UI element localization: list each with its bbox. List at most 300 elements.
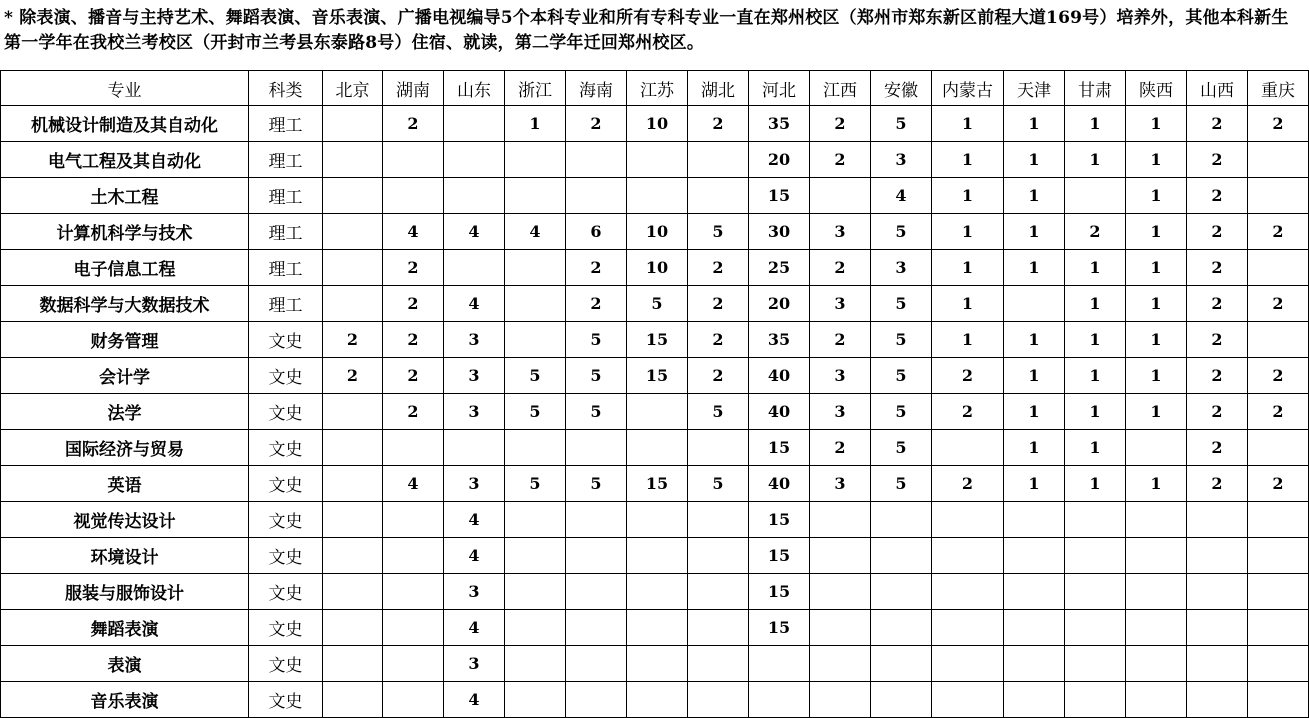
quota-cell: [1187, 538, 1248, 574]
quota-cell: [1004, 538, 1065, 574]
quota-cell: [566, 610, 627, 646]
quota-cell: 2: [1187, 358, 1248, 394]
quota-cell: [627, 430, 688, 466]
quota-cell: 3: [444, 322, 505, 358]
column-header: 天津: [1004, 71, 1065, 106]
quota-cell: 3: [810, 466, 871, 502]
quota-cell: 15: [749, 430, 810, 466]
quota-cell: [1248, 502, 1309, 538]
quota-cell: 2: [932, 358, 1004, 394]
quota-cell: 3: [444, 466, 505, 502]
quota-cell: [1248, 610, 1309, 646]
quota-cell: [1187, 610, 1248, 646]
table-row: [1, 538, 1309, 574]
quota-cell: 15: [627, 466, 688, 502]
column-header: 甘肃: [1065, 71, 1126, 106]
quota-cell: 1: [1126, 466, 1187, 502]
quota-cell: 1: [932, 250, 1004, 286]
quota-cell: 2: [566, 106, 627, 142]
quota-cell: 5: [871, 214, 932, 250]
quota-cell: 5: [871, 430, 932, 466]
category-cell: 文史: [249, 358, 323, 394]
category-cell: 文史: [249, 430, 323, 466]
quota-cell: [444, 178, 505, 214]
quota-cell: [1065, 574, 1126, 610]
quota-cell: 1: [1004, 106, 1065, 142]
major-cell: 表演: [1, 646, 249, 682]
quota-cell: [505, 610, 566, 646]
quota-cell: 1: [932, 322, 1004, 358]
quota-cell: 1: [1126, 142, 1187, 178]
quota-cell: [1126, 610, 1187, 646]
quota-cell: [932, 646, 1004, 682]
category-cell: 理工: [249, 214, 323, 250]
major-cell: 国际经济与贸易: [1, 430, 249, 466]
table-row: [1, 142, 1309, 178]
major-cell: 环境设计: [1, 538, 249, 574]
quota-cell: [932, 682, 1004, 718]
quota-cell: 4: [444, 214, 505, 250]
quota-cell: 35: [749, 322, 810, 358]
category-cell: 文史: [249, 466, 323, 502]
table-row: [1, 106, 1309, 142]
quota-cell: 35: [749, 106, 810, 142]
quota-cell: [871, 682, 932, 718]
quota-cell: 4: [383, 214, 444, 250]
quota-cell: 15: [749, 538, 810, 574]
quota-cell: [688, 574, 749, 610]
column-header: 安徽: [871, 71, 932, 106]
table-row: [1, 466, 1309, 502]
quota-cell: [566, 646, 627, 682]
quota-cell: 5: [566, 394, 627, 430]
quota-cell: [688, 502, 749, 538]
quota-cell: 2: [1248, 466, 1309, 502]
category-cell: 理工: [249, 286, 323, 322]
quota-cell: 2: [1248, 394, 1309, 430]
quota-cell: 1: [932, 286, 1004, 322]
quota-cell: [810, 538, 871, 574]
quota-cell: 4: [444, 502, 505, 538]
quota-cell: [566, 178, 627, 214]
quota-cell: [505, 142, 566, 178]
quota-cell: 2: [566, 250, 627, 286]
quota-cell: 2: [1187, 286, 1248, 322]
quota-cell: 2: [1187, 214, 1248, 250]
quota-cell: [323, 682, 383, 718]
quota-cell: [688, 178, 749, 214]
quota-cell: [1126, 646, 1187, 682]
quota-cell: [383, 430, 444, 466]
quota-cell: 5: [871, 394, 932, 430]
quota-cell: [810, 502, 871, 538]
quota-cell: 3: [810, 358, 871, 394]
quota-cell: [688, 682, 749, 718]
quota-cell: 15: [749, 178, 810, 214]
quota-cell: 4: [871, 178, 932, 214]
quota-cell: [932, 574, 1004, 610]
quota-cell: 2: [688, 286, 749, 322]
category-cell: 文史: [249, 610, 323, 646]
quota-cell: 5: [505, 358, 566, 394]
quota-cell: [1004, 286, 1065, 322]
quota-cell: [566, 502, 627, 538]
quota-cell: 1: [1065, 394, 1126, 430]
quota-cell: [1248, 574, 1309, 610]
quota-cell: 1: [1004, 358, 1065, 394]
quota-cell: 2: [810, 430, 871, 466]
quota-cell: 1: [1065, 106, 1126, 142]
quota-cell: [1187, 574, 1248, 610]
quota-cell: 10: [627, 214, 688, 250]
quota-cell: [871, 502, 932, 538]
major-cell: 服装与服饰设计: [1, 574, 249, 610]
quota-cell: 2: [1187, 250, 1248, 286]
quota-cell: [1004, 502, 1065, 538]
table-body: [1, 106, 1309, 718]
quota-cell: [810, 610, 871, 646]
quota-cell: [383, 142, 444, 178]
quota-cell: 2: [323, 322, 383, 358]
quota-cell: 25: [749, 250, 810, 286]
quota-cell: 20: [749, 142, 810, 178]
table-row: [1, 502, 1309, 538]
quota-cell: [1065, 646, 1126, 682]
quota-cell: [323, 286, 383, 322]
quota-cell: [1065, 538, 1126, 574]
quota-cell: 1: [1126, 322, 1187, 358]
quota-cell: [383, 502, 444, 538]
quota-cell: [1248, 142, 1309, 178]
quota-cell: 4: [383, 466, 444, 502]
quota-cell: 40: [749, 394, 810, 430]
quota-cell: [1248, 430, 1309, 466]
column-header: 北京: [323, 71, 383, 106]
quota-cell: [688, 646, 749, 682]
quota-cell: 2: [810, 322, 871, 358]
quota-cell: 15: [627, 322, 688, 358]
quota-cell: [505, 178, 566, 214]
quota-cell: 1: [1126, 178, 1187, 214]
quota-cell: 5: [688, 214, 749, 250]
quota-cell: [1065, 178, 1126, 214]
quota-cell: [444, 142, 505, 178]
quota-cell: 1: [1065, 466, 1126, 502]
column-header: 海南: [566, 71, 627, 106]
quota-cell: [505, 574, 566, 610]
major-cell: 英语: [1, 466, 249, 502]
quota-cell: [383, 646, 444, 682]
quota-cell: 2: [383, 394, 444, 430]
quota-cell: [1248, 538, 1309, 574]
quota-cell: 1: [932, 106, 1004, 142]
quota-cell: [566, 430, 627, 466]
table-row: [1, 646, 1309, 682]
quota-cell: 2: [1187, 322, 1248, 358]
category-cell: 文史: [249, 538, 323, 574]
quota-cell: 2: [383, 106, 444, 142]
column-header: 山西: [1187, 71, 1248, 106]
quota-cell: [871, 574, 932, 610]
quota-cell: [383, 574, 444, 610]
quota-cell: 15: [749, 574, 810, 610]
quota-cell: 3: [871, 142, 932, 178]
quota-cell: 5: [627, 286, 688, 322]
quota-cell: 40: [749, 466, 810, 502]
quota-cell: 5: [871, 466, 932, 502]
quota-cell: 1: [505, 106, 566, 142]
quota-cell: [505, 682, 566, 718]
table-row: [1, 358, 1309, 394]
quota-cell: [871, 610, 932, 646]
quota-cell: [1065, 610, 1126, 646]
quota-cell: [505, 538, 566, 574]
quota-cell: 1: [1126, 286, 1187, 322]
category-cell: 文史: [249, 502, 323, 538]
quota-cell: [749, 646, 810, 682]
category-cell: 理工: [249, 178, 323, 214]
major-cell: 舞蹈表演: [1, 610, 249, 646]
quota-cell: 1: [1065, 322, 1126, 358]
quota-cell: [1248, 682, 1309, 718]
quota-cell: [810, 574, 871, 610]
campus-note: * 除表演、播音与主持艺术、舞蹈表演、音乐表演、广播电视编导5个本科专业和所有专科专业一直在郑州校区（郑州市郑东新区前程大道169号）培养外，其他本科新生第一学年在我校兰考校区（开封市兰考县东泰路8号）住宿、就读，第二学年迁回郑州校区。: [4, 8, 1289, 53]
quota-cell: 2: [1187, 394, 1248, 430]
quota-cell: 20: [749, 286, 810, 322]
quota-cell: 1: [1004, 214, 1065, 250]
quota-cell: [444, 106, 505, 142]
table-header-row: [1, 71, 1309, 106]
quota-cell: [627, 178, 688, 214]
quota-cell: [688, 430, 749, 466]
quota-cell: 3: [444, 574, 505, 610]
quota-cell: [688, 538, 749, 574]
category-cell: 文史: [249, 322, 323, 358]
quota-cell: [810, 646, 871, 682]
quota-cell: [1004, 574, 1065, 610]
quota-cell: [566, 574, 627, 610]
category-cell: 理工: [249, 142, 323, 178]
quota-cell: 15: [627, 358, 688, 394]
quota-cell: [1126, 682, 1187, 718]
quota-cell: 1: [1004, 250, 1065, 286]
quota-cell: [505, 502, 566, 538]
quota-cell: [932, 430, 1004, 466]
quota-cell: 2: [1248, 106, 1309, 142]
major-cell: 视觉传达设计: [1, 502, 249, 538]
quota-cell: 5: [871, 286, 932, 322]
quota-cell: 30: [749, 214, 810, 250]
table-row: [1, 610, 1309, 646]
quota-cell: 2: [323, 358, 383, 394]
quota-cell: 2: [566, 286, 627, 322]
quota-cell: [323, 646, 383, 682]
quota-cell: 2: [810, 142, 871, 178]
column-header: 专业: [1, 71, 249, 106]
quota-cell: 2: [1248, 286, 1309, 322]
quota-cell: 2: [383, 322, 444, 358]
quota-cell: 40: [749, 358, 810, 394]
table-row: [1, 430, 1309, 466]
quota-cell: [505, 250, 566, 286]
column-header: 浙江: [505, 71, 566, 106]
quota-cell: [1004, 610, 1065, 646]
quota-cell: 2: [383, 286, 444, 322]
quota-cell: 5: [566, 358, 627, 394]
quota-cell: 2: [1187, 178, 1248, 214]
quota-cell: [383, 178, 444, 214]
quota-cell: [1187, 646, 1248, 682]
quota-cell: [323, 610, 383, 646]
major-cell: 法学: [1, 394, 249, 430]
quota-cell: 5: [688, 466, 749, 502]
quota-cell: 15: [749, 610, 810, 646]
quota-cell: [1065, 502, 1126, 538]
quota-cell: 1: [1004, 322, 1065, 358]
major-cell: 音乐表演: [1, 682, 249, 718]
quota-cell: [1004, 646, 1065, 682]
quota-cell: [1126, 430, 1187, 466]
quota-cell: [1126, 502, 1187, 538]
quota-cell: 2: [688, 358, 749, 394]
quota-cell: [810, 178, 871, 214]
quota-cell: [1126, 538, 1187, 574]
column-header: 陕西: [1126, 71, 1187, 106]
quota-cell: [323, 214, 383, 250]
quota-cell: [383, 538, 444, 574]
major-cell: 机械设计制造及其自动化: [1, 106, 249, 142]
quota-cell: 5: [505, 466, 566, 502]
quota-cell: [932, 538, 1004, 574]
quota-cell: 5: [871, 106, 932, 142]
quota-cell: 1: [1126, 358, 1187, 394]
quota-cell: [566, 538, 627, 574]
quota-cell: 1: [1126, 106, 1187, 142]
quota-cell: 2: [1187, 430, 1248, 466]
quota-cell: [871, 538, 932, 574]
quota-cell: 4: [444, 286, 505, 322]
category-cell: 文史: [249, 646, 323, 682]
quota-cell: 2: [810, 250, 871, 286]
quota-cell: [932, 502, 1004, 538]
column-header: 河北: [749, 71, 810, 106]
quota-cell: [627, 538, 688, 574]
quota-cell: 5: [566, 466, 627, 502]
quota-cell: 5: [871, 322, 932, 358]
quota-cell: 2: [1187, 142, 1248, 178]
quota-cell: 4: [444, 682, 505, 718]
column-header: 江苏: [627, 71, 688, 106]
quota-cell: 10: [627, 106, 688, 142]
quota-cell: [627, 394, 688, 430]
quota-cell: 1: [1065, 250, 1126, 286]
major-cell: 土木工程: [1, 178, 249, 214]
quota-cell: [871, 646, 932, 682]
quota-cell: 3: [810, 286, 871, 322]
quota-cell: 15: [749, 502, 810, 538]
quota-cell: 1: [1065, 430, 1126, 466]
category-cell: 理工: [249, 106, 323, 142]
quota-cell: 1: [932, 178, 1004, 214]
quota-cell: 10: [627, 250, 688, 286]
quota-cell: [323, 502, 383, 538]
major-cell: 计算机科学与技术: [1, 214, 249, 250]
quota-cell: 1: [1126, 394, 1187, 430]
category-cell: 文史: [249, 682, 323, 718]
quota-cell: 1: [1065, 286, 1126, 322]
table-row: [1, 286, 1309, 322]
major-cell: 财务管理: [1, 322, 249, 358]
quota-cell: 2: [688, 322, 749, 358]
quota-cell: 2: [383, 358, 444, 394]
quota-cell: [505, 286, 566, 322]
quota-cell: [627, 574, 688, 610]
quota-cell: 2: [688, 106, 749, 142]
quota-cell: 1: [1004, 430, 1065, 466]
quota-cell: 3: [444, 646, 505, 682]
quota-cell: 2: [932, 394, 1004, 430]
quota-cell: [323, 574, 383, 610]
quota-cell: 2: [1065, 214, 1126, 250]
quota-cell: 1: [1004, 142, 1065, 178]
table-row: [1, 214, 1309, 250]
quota-cell: [505, 646, 566, 682]
quota-cell: [444, 430, 505, 466]
quota-cell: [810, 682, 871, 718]
quota-cell: [1187, 502, 1248, 538]
quota-cell: [323, 178, 383, 214]
quota-cell: 2: [1248, 214, 1309, 250]
quota-cell: 2: [688, 250, 749, 286]
quota-cell: [1248, 178, 1309, 214]
quota-cell: [627, 646, 688, 682]
table-row: [1, 394, 1309, 430]
quota-cell: [323, 466, 383, 502]
category-cell: 文史: [249, 394, 323, 430]
quota-cell: 1: [1004, 466, 1065, 502]
quota-cell: 2: [1187, 466, 1248, 502]
quota-cell: [323, 430, 383, 466]
quota-cell: 1: [1065, 142, 1126, 178]
quota-cell: 5: [505, 394, 566, 430]
quota-cell: [383, 610, 444, 646]
quota-cell: [444, 250, 505, 286]
quota-cell: 5: [871, 358, 932, 394]
column-header: 内蒙古: [932, 71, 1004, 106]
quota-cell: 2: [383, 250, 444, 286]
quota-cell: 3: [871, 250, 932, 286]
quota-cell: [627, 682, 688, 718]
quota-cell: 3: [810, 394, 871, 430]
quota-cell: 5: [566, 322, 627, 358]
quota-cell: [1248, 322, 1309, 358]
quota-cell: 1: [1065, 358, 1126, 394]
quota-cell: [1187, 682, 1248, 718]
quota-cell: [505, 322, 566, 358]
quota-cell: [932, 610, 1004, 646]
quota-cell: 1: [1004, 178, 1065, 214]
quota-cell: [566, 682, 627, 718]
quota-cell: 2: [932, 466, 1004, 502]
category-cell: 理工: [249, 250, 323, 286]
major-cell: 数据科学与大数据技术: [1, 286, 249, 322]
quota-cell: 2: [810, 106, 871, 142]
quota-cell: 4: [444, 610, 505, 646]
quota-cell: [627, 610, 688, 646]
major-cell: 会计学: [1, 358, 249, 394]
column-header: 湖北: [688, 71, 749, 106]
column-header: 江西: [810, 71, 871, 106]
